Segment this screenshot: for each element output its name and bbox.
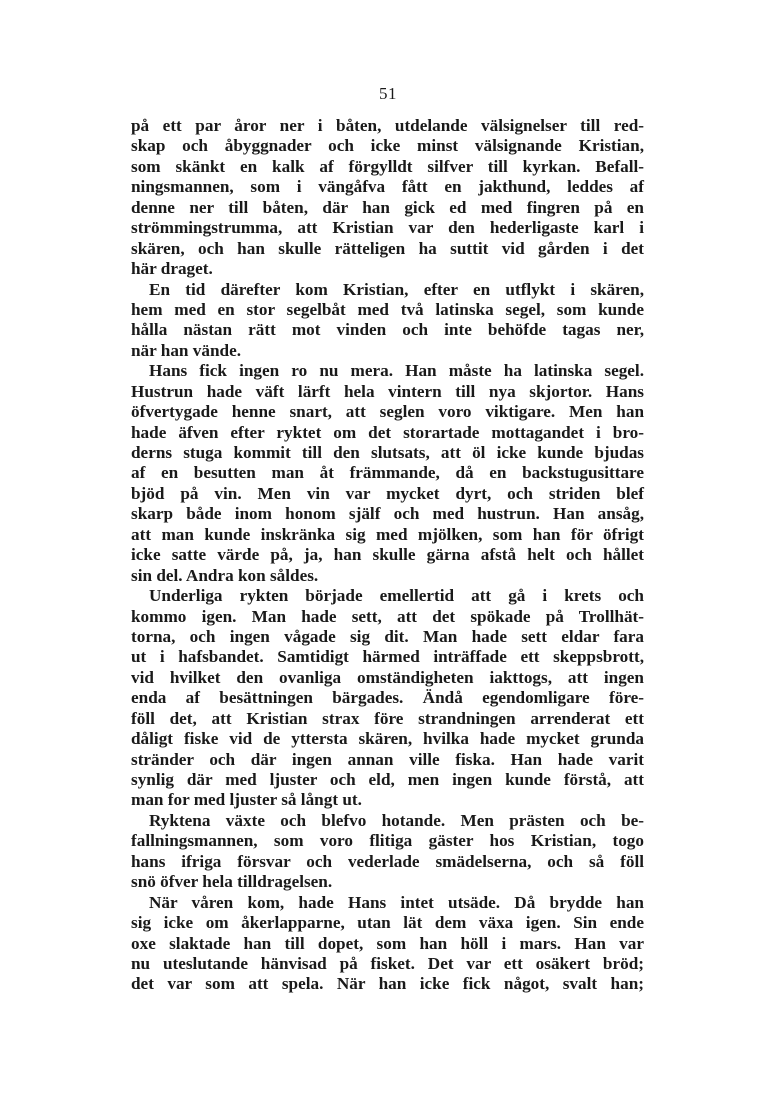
text-line: hade äfven efter ryktet om det storartade mottagandet i bro- (131, 422, 644, 442)
text-line: sig icke om åkerlapparne, utan lät dem växa igen. Sin ende (131, 913, 644, 933)
text-line: sin del. Andra kon såldes. (131, 565, 319, 585)
text-line: här draget. (131, 259, 213, 279)
text-line: hans ifriga försvar och vederlade smädelserna, och så föll (131, 851, 644, 871)
text-line: synlig där med ljuster och eld, men ingen kunde förstå, att (131, 770, 644, 789)
text-line: kommo igen. Man hade sett, att det spökade på Trollhät- (131, 606, 644, 626)
text-line: att man kunde inskränka sig med mjölken, som han för öfrigt (131, 524, 644, 544)
text-line: fallningsmannen, som voro flitiga gäster hos Kristian, togo (131, 831, 644, 851)
text-line: En tid därefter kom Kristian, efter en utflykt i skären, (149, 279, 644, 299)
text-line: på ett par åror ner i båten, utdelande välsignelser till red- (131, 116, 644, 135)
text-line: man for med ljuster så långt ut. (131, 790, 362, 810)
text-line: ningsmannen, som i vängåfva fått en jakthund, leddes af (131, 177, 644, 197)
text-line: som skänkt en kalk af förgylldt silfver till kyrkan. Befall- (131, 156, 644, 176)
text-line: strömmingstrumma, att Kristian var den hederligaste karl i (131, 218, 644, 238)
text-line: stränder och där ingen annan ville fiska. Han hade varit (131, 749, 644, 769)
text-line: Underliga rykten började emellertid att gå i krets och (149, 586, 644, 606)
text-line: denne ner till båten, där han gick ed med fingren på en (131, 197, 644, 217)
text-line: vid hvilket den ovanliga omständigheten iakttogs, att ingen (131, 667, 644, 687)
text-line: enda af besättningen bärgades. Ändå egendomligare före- (131, 688, 644, 708)
text-line: derns stuga kommit till den slutsats, att öl icke kunde bjudas (131, 443, 644, 462)
text-line: skären, och han skulle rätteligen ha suttit vid gården i det (131, 238, 644, 258)
text-line: det var som att spela. När han icke fick något, svalt han; (131, 974, 644, 994)
text-line: när han vände. (131, 340, 242, 360)
text-line: hem med en stor segelbåt med två latinska segel, som kunde (131, 299, 644, 319)
text-line: öfvertygade henne snart, att seglen voro viktigare. Men han (131, 402, 644, 422)
text-line: torna, och ingen vågade sig dit. Man hade sett eldar fara (131, 626, 644, 646)
page-number: 51 (379, 84, 397, 103)
text-line: snö öfver hela tilldragelsen. (131, 872, 333, 892)
text-line: icke satte värde på, ja, han skulle gärna afstå helt och hållet (131, 545, 644, 565)
body-text (131, 116, 644, 995)
text-line: bjöd på vin. Men vin var mycket dyrt, och striden blef (131, 483, 644, 503)
text-line: När våren kom, hade Hans intet utsäde. Då brydde han (149, 892, 644, 912)
text-line: ut i hafsbandet. Samtidigt härmed inträffade ett skeppsbrott, (131, 647, 644, 667)
text-line: Hans fick ingen ro nu mera. Han måste ha latinska segel. (149, 361, 644, 381)
text-line: föll det, att Kristian strax före strandningen arrenderat ett (131, 708, 644, 728)
text-line: hålla nästan rätt mot vinden och inte behöfde tagas ner, (131, 320, 644, 340)
text-line: nu uteslutande hänvisad på fisket. Det var ett osäkert bröd; (131, 953, 644, 973)
text-line: oxe slaktade han till dopet, som han höll i mars. Han var (131, 933, 644, 953)
text-line: Hustrun hade väft lärft hela vintern till nya skjortor. Hans (131, 381, 644, 401)
text-line: dåligt fiske vid de yttersta skären, hvilka hade mycket grunda (131, 729, 644, 749)
text-line: skap och åbyggnader och icke minst välsignande Kristian, (131, 136, 644, 156)
text-line: af en besutten man åt främmande, då en backstugusittare (131, 463, 644, 483)
text-line: Ryktena växte och blefvo hotande. Men prästen och be- (149, 810, 644, 830)
text-line: skarp både inom honom själf och med hustrun. Han ansåg, (131, 504, 644, 524)
